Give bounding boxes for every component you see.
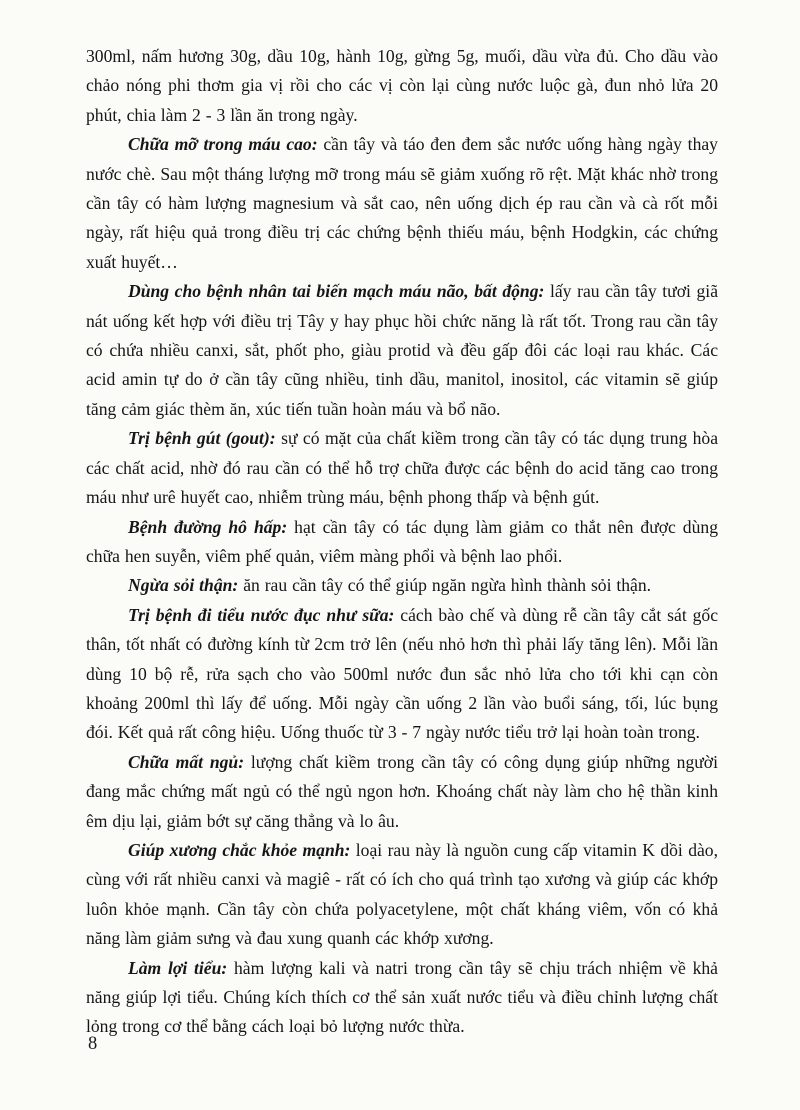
paragraph [86, 513, 718, 572]
paragraph [86, 571, 718, 600]
paragraph-lead: Chữa mất ngủ: [128, 751, 245, 772]
paragraph-lead: Trị bệnh gút (gout): [128, 428, 276, 449]
paragraph-body: sự có mặt của chất kiềm trong cần tây có tác dụng trung hòa các chất acid, nhờ đó rau cần có thể hỗ trợ chữa được các bệnh do acid tăng cao trong máu như urê huyết cao, nhiễm trùng máu, bệnh phong thấp và bệnh gút. [86, 428, 719, 508]
paragraph-lead: Chữa mỡ trong máu cao: [128, 134, 318, 155]
paragraph [86, 836, 718, 954]
paragraph-body: cách bào chế và dùng rễ cần tây cắt sát gốc thân, tốt nhất có đường kính từ 2cm trở lên (nếu nhỏ hơn thì phải lấy tăng lên). Mỗi lần dùng 10 bộ rễ, rửa sạch cho vào 500ml nước đun sắc nhỏ lửa cho tới khi cạn còn khoảng 200ml thì lấy để uống. Mỗi ngày cần uống 2 lần vào buổi sáng, tối, lúc bụng đói. Kết quả rất công hiệu. Uống thuốc từ 3 - 7 ngày nước tiểu trở lại hoàn toàn trong. [86, 604, 719, 743]
paragraph-lead: Ngừa sỏi thận: [128, 575, 239, 596]
paragraph-lead: Bệnh đường hô hấp: [128, 516, 288, 537]
paragraph-lead: Giúp xương chắc khỏe mạnh: [128, 839, 351, 860]
paragraph [86, 130, 718, 277]
paragraph [86, 954, 718, 1042]
paragraph [86, 424, 718, 512]
document-page [86, 42, 718, 1042]
paragraph [86, 42, 718, 130]
paragraph-body: loại rau này là nguồn cung cấp vitamin K dồi dào, cùng với rất nhiều canxi và magiê - rất có ích cho quá trình tạo xương và giúp các khớp luôn khỏe mạnh. Cần tây còn chứa polyacetylene, một chất kháng viêm, vốn có khả năng làm giảm sưng và đau xung quanh các khớp xương. [86, 839, 718, 949]
paragraph-lead: Làm lợi tiểu: [128, 957, 228, 978]
paragraph-body: ăn rau cần tây có thể giúp ngăn ngừa hình thành sỏi thận. [238, 575, 652, 596]
paragraph [86, 748, 718, 836]
paragraph-body: hàm lượng kali và natri trong cần tây sẽ chịu trách nhiệm về khả năng giúp lợi tiểu. Chúng kích thích cơ thể sản xuất nước tiểu và điều chỉnh lượng chất lỏng trong cơ thể bằng cách loại bỏ lượng nước thừa. [86, 957, 718, 1037]
paragraph-body: cần tây và táo đen đem sắc nước uống hàng ngày thay nước chè. Sau một tháng lượng mỡ trong máu sẽ giảm xuống rõ rệt. Mặt khác nhờ trong cần tây có hàm lượng magnesium và sắt cao, nên uống dịch ép rau cần và cà rốt mỗi ngày, rất hiệu quả trong điều trị các chứng bệnh thiếu máu, bệnh Hodgkin, các chứng xuất huyết… [86, 134, 718, 272]
paragraph-body: hạt cần tây có tác dụng làm giảm co thắt nên được dùng chữa hen suyễn, viêm phế quản, viêm màng phổi và bệnh lao phổi. [86, 516, 718, 566]
paragraph-body: 300ml, nấm hương 30g, dầu 10g, hành 10g, gừng 5g, muối, dầu vừa đủ. Cho dầu vào chảo nóng phi thơm gia vị rồi cho các vị còn lại cùng nước luộc gà, đun nhỏ lửa 20 phút, chia làm 2 - 3 lần ăn trong ngày. [86, 46, 718, 125]
paragraph-lead: Dùng cho bệnh nhân tai biến mạch máu não, bất động: [128, 281, 545, 302]
paragraph-body: lượng chất kiềm trong cần tây có công dụng giúp những người đang mắc chứng mất ngủ có thể ngủ ngon hơn. Khoáng chất này làm cho hệ thần kinh êm dịu lại, giảm bớt sự căng thẳng và lo âu. [86, 751, 718, 831]
page-number: 8 [88, 1034, 98, 1054]
paragraph [86, 277, 718, 424]
paragraph-body: lấy rau cần tây tươi giã nát uống kết hợp với điều trị Tây y hay phục hồi chức năng là rất tốt. Trong rau cần tây có chứa nhiều canxi, sắt, phốt pho, giàu protid và đều gấp đôi các loại rau khác. Các acid amin tự do ở cần tây cũng nhiều, tinh dầu, manitol, inositol, các vitamin sẽ giúp tăng cảm giác thèm ăn, xúc tiến tuần hoàn máu và bổ não. [86, 281, 719, 419]
paragraph-lead: Trị bệnh đi tiểu nước đục như sữa: [128, 604, 395, 625]
paragraph [86, 601, 718, 748]
